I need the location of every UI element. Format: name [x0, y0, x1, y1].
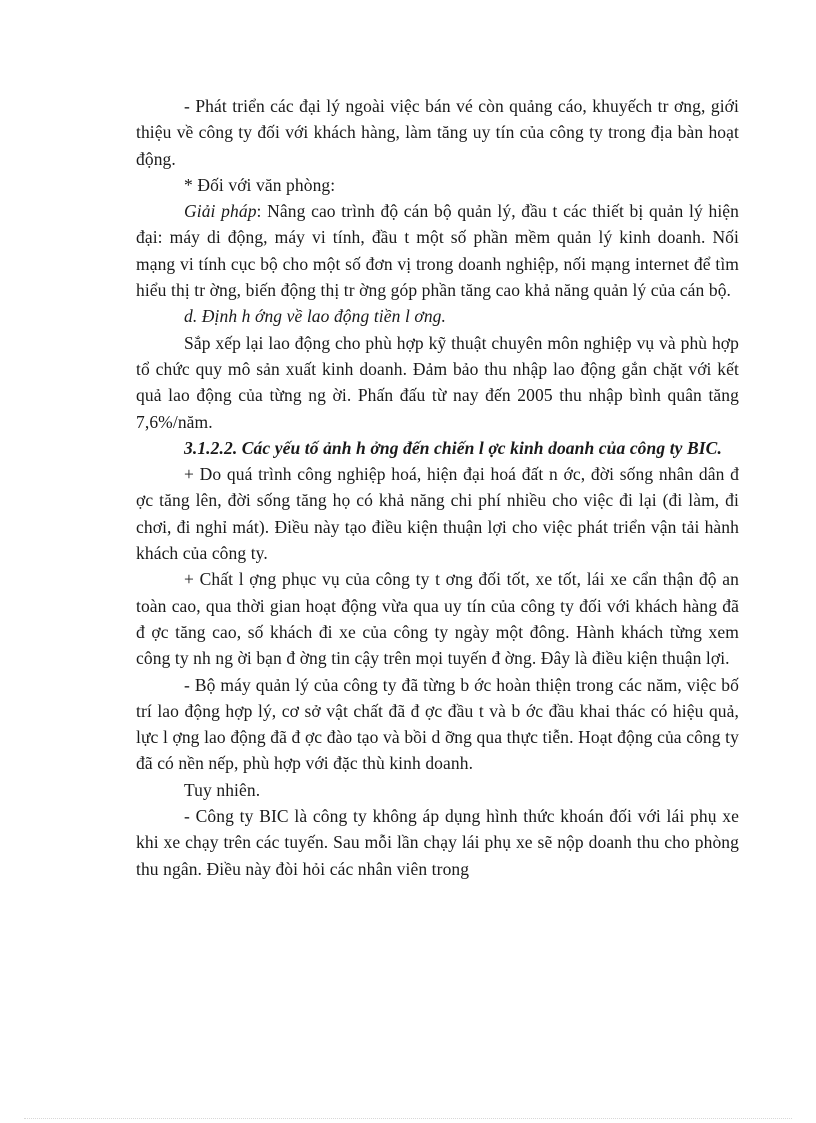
paragraph-solution [136, 198, 739, 303]
paragraph-however: Tuy nhiên. [184, 779, 261, 800]
solution-label: Giải pháp [184, 201, 257, 222]
solution-text: : Nâng cao trình độ cán bộ quản lý, đầu t các thiết bị quản lý hiện đại: máy di động, máy vi tính, đầu t một số phần mềm quản lý kinh doanh. Nối mạng vi tính cục bộ cho một số đơn vị trong doanh nghiệp, nối mạng internet để tìm hiểu thị tr ờng, biến động thị tr ờng góp phần tăng cao khả năng quản lý của cán bộ. [136, 201, 740, 301]
paragraph-office-heading: * Đối với văn phòng: [184, 174, 336, 195]
paragraph-bic-contract: - Công ty BIC là công ty không áp dụng hình thức khoán đối với lái phụ xe khi xe chạy trên các tuyến. Sau mỗi lần chạy lái phụ xe sẽ nộp doanh thu cho phòng thu ngân. Điều này đòi hỏi các nhân viên trong [136, 806, 739, 879]
paragraph-agents: - Phát triển các đại lý ngoài việc bán vé còn quảng cáo, khuyếch tr ơng, giới thiệu về công ty đối với khách hàng, làm tăng uy tín của công ty trong địa bàn hoạt động. [136, 96, 739, 169]
document-page [136, 93, 739, 882]
paragraph-labor-arrangement: Sắp xếp lại lao động cho phù hợp kỹ thuật chuyên môn nghiệp vụ và phù hợp tổ chức quy mô sản xuất kinh doanh. Đảm bảo thu nhập lao động gắn chặt với kết quả lao động của từng ng ời. Phấn đấu từ nay đến 2005 thu nhập bình quân tăng 7,6%/năm. [136, 332, 739, 432]
page-bottom-divider [24, 1118, 792, 1119]
paragraph-industrialization: + Do quá trình công nghiệp hoá, hiện đại hoá đất n ớc, đời sống nhân dân đ ợc tăng lên, đời sống tăng họ có khả năng chi phí nhiều cho việc đi lại (đi làm, đi chơi, đi nghỉ mát). Điều này tạo điều kiện thuận lợi cho việc phát triển vận tải hành khách của công ty. [136, 464, 739, 564]
section-heading-labor-wage: d. Định h ớng về lao động tiền l ơng. [184, 306, 447, 327]
paragraph-management: - Bộ máy quản lý của công ty đã từng b ớc hoàn thiện trong các năm, việc bố trí lao động hợp lý, cơ sở vật chất đã đ ợc đầu t và b ớc đầu khai thác có hiệu quả, lực l ợng lao động đã đ ợc đào tạo và bồi d ỡng qua thực tiễn. Hoạt động của công ty đã có nền nếp, phù hợp với đặc thù kinh doanh. [136, 674, 739, 774]
paragraph-service-quality: + Chất l ợng phục vụ của công ty t ơng đối tốt, xe tốt, lái xe cẩn thận độ an toàn cao, qua thời gian hoạt động vừa qua uy tín của công ty đối với khách hàng đã đ ợc tăng cao, số khách đi xe của công ty ngày một đông. Hành khách từng xem công ty nh ng ời bạn đ ờng tin cậy trên mọi tuyến đ ờng. Đây là điều kiện thuận lợi. [136, 569, 739, 669]
section-heading-3-1-2-2: 3.1.2.2. Các yếu tố ảnh h ởng đến chiến l ợc kinh doanh của công ty BIC. [184, 437, 722, 458]
